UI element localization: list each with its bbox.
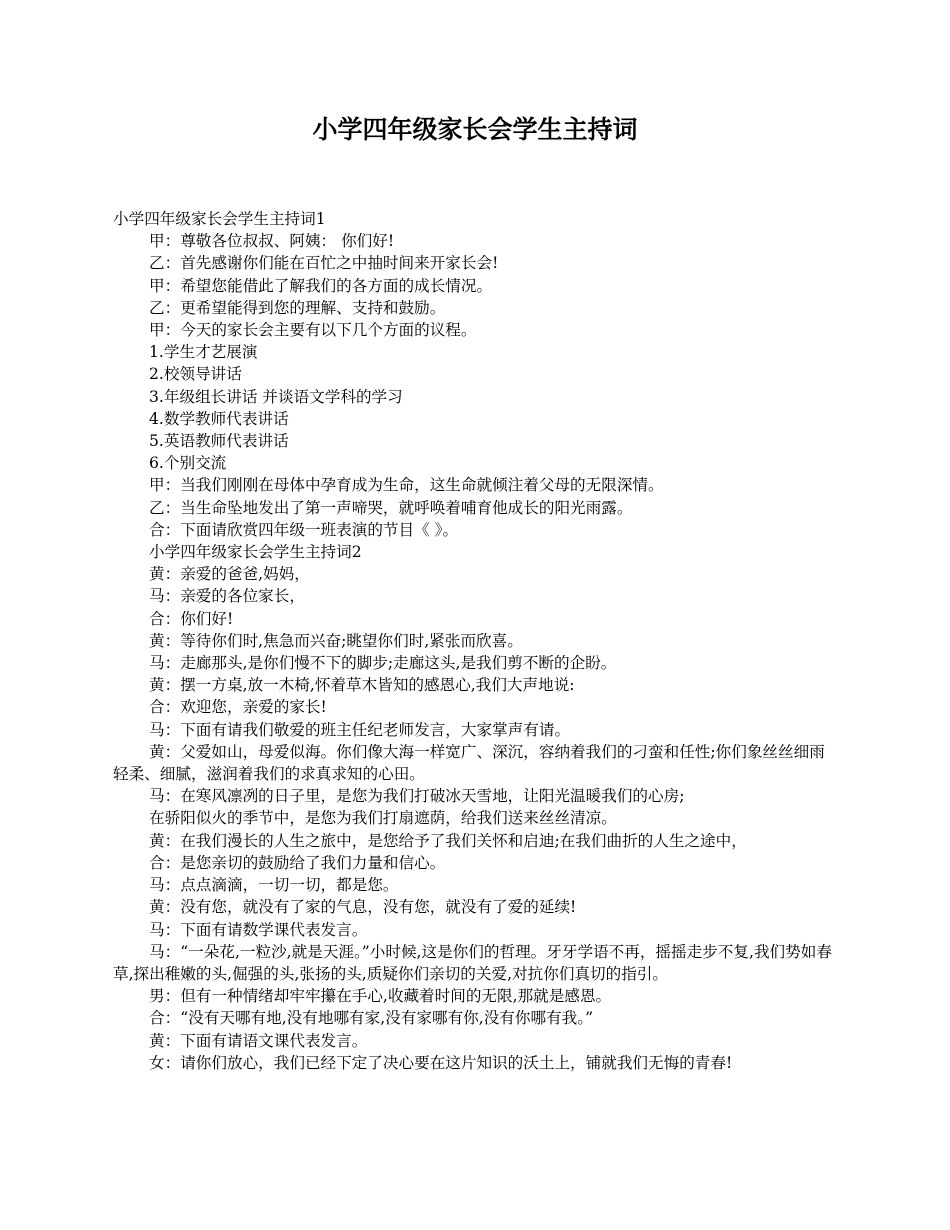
body-paragraph: 小学四年级家长会学生主持词1 [113, 210, 326, 228]
body-paragraph: 甲：尊敬各位叔叔、阿姨： 你们好! [149, 232, 395, 251]
body-paragraph: 马：在寒风凛冽的日子里，是您为我们打破冰天雪地，让阳光温暖我们的心房; [149, 787, 685, 806]
body-paragraph: 马：点点滴滴，一切一切，都是您。 [149, 876, 399, 895]
body-paragraph: 女：请你们放心，我们已经下定了决心要在这片知识的沃土上，铺就我们无悔的青春! [149, 1053, 733, 1072]
body-paragraph: 黄：父爱如山，母爱似海。你们像大海一样宽广、深沉，容纳着我们的刁蛮和任性;你们象丝丝细雨轻柔、细腻，滋润着我们的求真求知的心田。 [113, 742, 825, 784]
body-paragraph: 合：你们好! [149, 609, 234, 628]
body-paragraph: 3.年级组长讲话 并谈语文学科的学习 [149, 387, 403, 406]
body-paragraph: 黄：亲爱的爸爸,妈妈， [149, 565, 310, 584]
body-paragraph: 5.英语教师代表讲话 [149, 432, 289, 451]
body-paragraph: 合：是您亲切的鼓励给了我们力量和信心。 [149, 853, 446, 872]
body-paragraph: 甲：当我们刚刚在母体中孕育成为生命，这生命就倾注着父母的无限深情。 [149, 476, 664, 495]
body-paragraph: 在骄阳似火的季节中，是您为我们打扇遮荫，给我们送来丝丝清凉。 [149, 809, 617, 828]
body-paragraph: 黄：等待你们时,焦急而兴奋;眺望你们时,紧张而欣喜。 [149, 631, 523, 650]
body-paragraph: 小学四年级家长会学生主持词2 [149, 543, 362, 562]
body-paragraph: 合：欢迎您，亲爱的家长! [149, 698, 327, 717]
body-paragraph: 黄：没有您，就没有了家的气息，没有您，就没有了爱的延续! [149, 898, 577, 917]
document-title: 小学四年级家长会学生主持词 [312, 115, 638, 144]
body-paragraph: 乙：当生命坠地发出了第一声啼哭，就呼唤着哺育他成长的阳光雨露。 [149, 498, 633, 517]
body-paragraph: 合：下面请欣赏四年级一班表演的节目《 》。 [149, 520, 459, 539]
body-paragraph: 男：但有一种情绪却牢牢攥在手心,收藏着时间的无限,那就是感恩。 [149, 987, 612, 1006]
body-paragraph: 马：下面有请数学课代表发言。 [149, 920, 368, 939]
body-paragraph: 马：下面有请我们敬爱的班主任纪老师发言，大家掌声有请。 [149, 720, 571, 739]
body-paragraph: 甲：希望您能借此了解我们的各方面的成长情况。 [149, 276, 493, 295]
body-paragraph: 2.校领导讲话 [149, 365, 242, 384]
body-paragraph: 乙：更希望能得到您的理解、支持和鼓励。 [149, 298, 446, 317]
body-paragraph: 黄：下面有请语文课代表发言。 [149, 1031, 368, 1050]
body-paragraph: 马：走廊那头,是你们慢不下的脚步;走廊这头,是我们剪不断的企盼。 [149, 654, 617, 673]
body-paragraph: 黄：在我们漫长的人生之旅中，是您给予了我们关怀和启迪;在我们曲折的人生之途中， [149, 831, 747, 850]
document-body [113, 208, 833, 1074]
body-paragraph: 1.学生才艺展演 [149, 343, 258, 362]
body-paragraph: 马：亲爱的各位家长， [149, 587, 305, 606]
body-paragraph: 马：“一朵花,一粒沙,就是天涯。”小时候,这是你们的哲理。牙牙学语不再，摇摇走步不复,我们势如春草,探出稚嫩的头,倔强的头,张扬的头,质疑你们亲切的关爱,对抗你们真切的指引。 [113, 942, 832, 983]
body-paragraph: 6.个别交流 [149, 454, 227, 473]
body-paragraph: 乙：首先感谢你们能在百忙之中抽时间来开家长会! [149, 254, 499, 273]
body-paragraph: 甲：今天的家长会主要有以下几个方面的议程。 [149, 321, 477, 340]
body-paragraph: 黄：摆一方桌,放一木椅,怀着草木皆知的感恩心,我们大声地说: [149, 676, 575, 695]
body-paragraph: 合：“没有天哪有地,没有地哪有家,没有家哪有你,没有你哪有我。” [149, 1009, 594, 1028]
body-paragraph: 4.数学教师代表讲话 [149, 409, 289, 428]
